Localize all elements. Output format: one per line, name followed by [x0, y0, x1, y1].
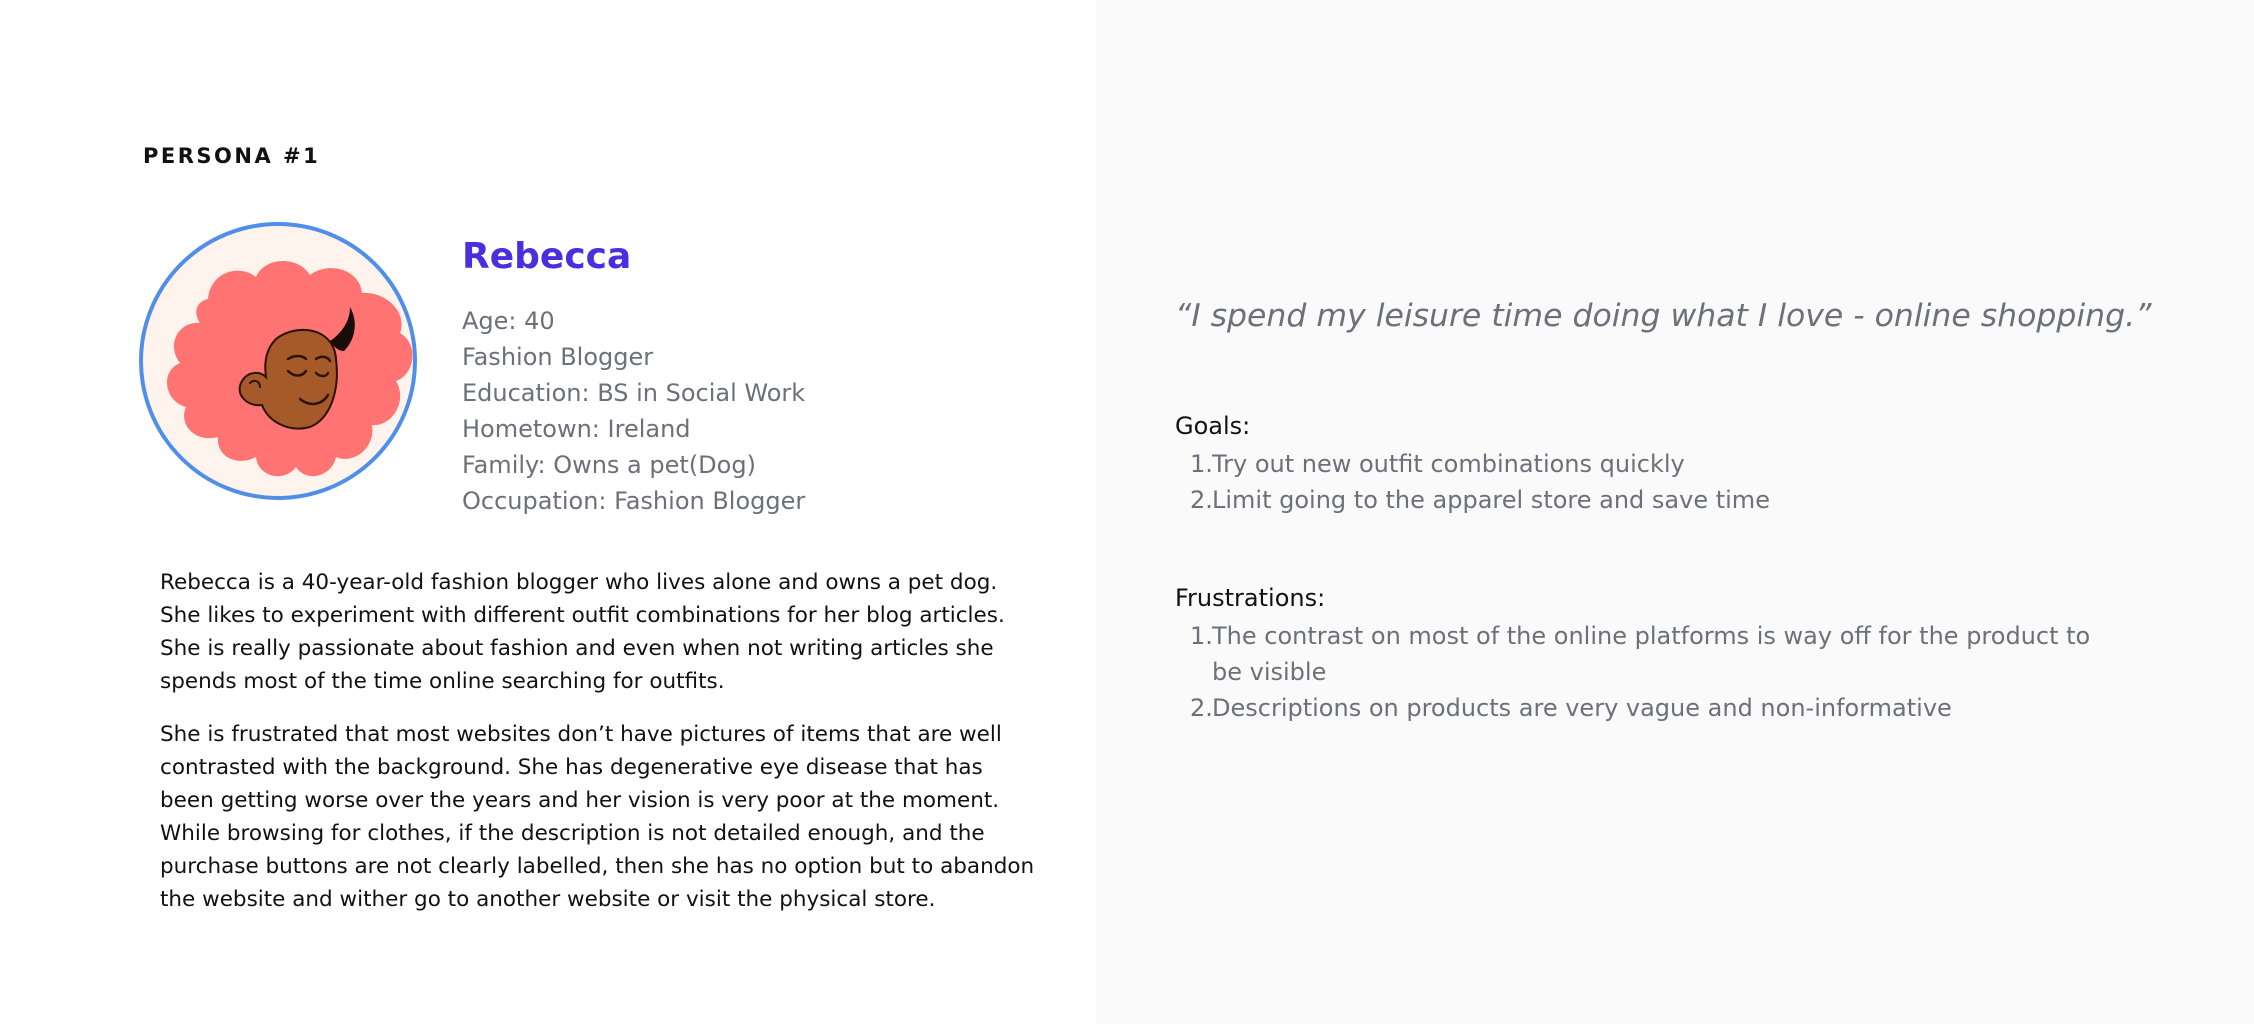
persona-name: Rebecca: [462, 236, 632, 277]
list-number: 1.: [1190, 622, 1213, 650]
attribute-role: Fashion Blogger: [462, 343, 654, 371]
persona-quote: “I spend my leisure time doing what I love - online shopping.”: [1175, 298, 2152, 334]
frustration-text: The contrast on most of the online platforms is way off for the product to be visible: [1212, 622, 2091, 686]
persona-profile-panel: [0, 0, 1096, 1024]
goal-item: [1175, 446, 2115, 482]
frustration-item: [1175, 618, 2115, 690]
attribute-occupation: Occupation: Fashion Blogger: [462, 487, 806, 515]
goals-list: [1175, 446, 2115, 518]
persona-attributes: [462, 303, 805, 519]
bio-paragraph: She is frustrated that most websites don’t have pictures of items that are well contrasted with the background. She has degenerative eye disease that has been getting worse over the years and her vision is very poor at the moment. While browsing for clothes, if the description is not detailed enough, and the purchase buttons are not clearly labelled, then she has no option but to abandon the website and wither go to another website or visit the physical store.: [160, 722, 1035, 912]
frustrations-title: Frustrations:: [1175, 584, 1326, 612]
persona-label: PERSONA #1: [143, 144, 321, 168]
goal-text: Limit going to the apparel store and save time: [1212, 486, 1770, 514]
list-number: 2.: [1190, 486, 1213, 514]
avatar: [138, 221, 418, 501]
goal-text: Try out new outfit combinations quickly: [1212, 450, 1685, 478]
attribute-family: Family: Owns a pet(Dog): [462, 451, 756, 479]
list-number: 2.: [1190, 694, 1213, 722]
goal-item: [1175, 482, 2115, 518]
attribute-hometown: Hometown: Ireland: [462, 415, 691, 443]
goals-title: Goals:: [1175, 412, 1251, 440]
frustration-item: [1175, 690, 2115, 726]
bio-paragraph: Rebecca is a 40-year-old fashion blogger who lives alone and owns a pet dog. She likes to experiment with different outfit combinations for her blog articles. She is really passionate about fashion and even when not writing articles she spends most of the time online searching for outfits.: [160, 570, 1005, 694]
frustrations-list: [1175, 618, 2115, 726]
list-number: 1.: [1190, 450, 1213, 478]
attribute-age: Age: 40: [462, 307, 555, 335]
attribute-education: Education: BS in Social Work: [462, 379, 806, 407]
persona-bio: [160, 566, 1040, 936]
frustration-text: Descriptions on products are very vague and non-informative: [1212, 694, 1952, 722]
